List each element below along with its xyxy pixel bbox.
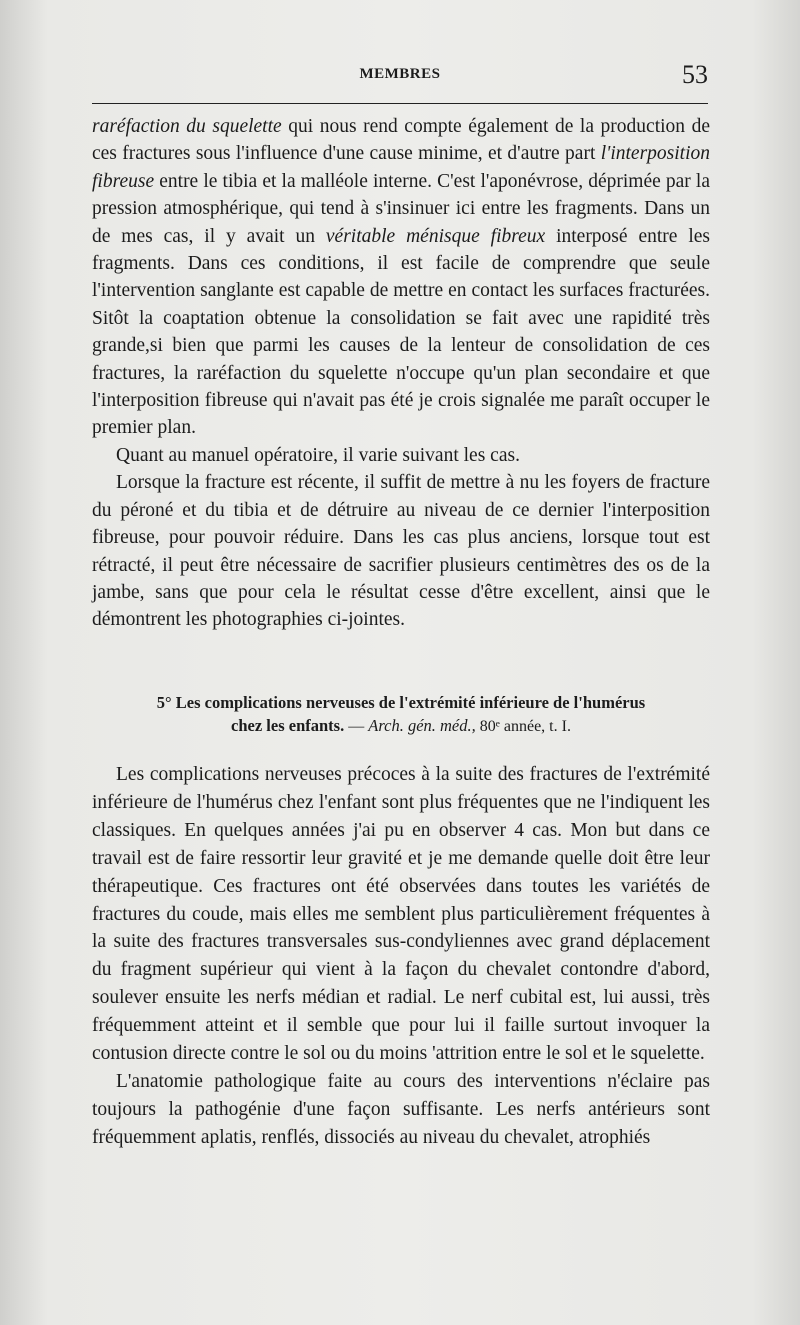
paragraph-1 <box>92 113 710 442</box>
text-span: qui nous rend compte également de la production de ces fractures sous l'influence d'une cause minime, et d'autre part <box>92 116 710 165</box>
section-reference: 80ᵉ année, t. I. <box>475 718 571 735</box>
text-span: interposé entre les fragments. Dans ces conditions, il est facile de comprendre que seule l'intervention sanglante est capable de mettre en contact les surfaces fracturées. Sitôt la coaptation obtenue la consolidation se fait avec une rapidité très grande,si bien que parmi les causes de la lenteur de consolidation de ces fractures, la raréfaction du squelette n'occupe qu'un plan secondaire et que l'interposition fibreuse qui n'avait pas été je crois signalée me paraît occuper le premier plan. <box>92 225 710 439</box>
paragraph-5: L'anatomie pathologique faite au cours des interventions n'éclaire pas toujours la pathogénie d'une façon suffisante. Les nerfs antérieurs sont fréquemment aplatis, renflés, dissociés au niveau du chevalet, atrophiés <box>92 1070 710 1148</box>
emphasis-menisque: véritable ménisque fibreux <box>325 225 546 247</box>
section-heading <box>92 691 710 738</box>
emphasis-interposition: l'interposition fibreuse <box>92 143 710 192</box>
text-block-bottom <box>92 761 710 1152</box>
text-span: entre le tibia et la malléole interne. C'est l'aponévrose, déprimée par la pression atmosphérique, qui tend à s'insinuer ici entre les fragments. Dans un de mes cas, il y avait un <box>92 170 710 247</box>
section-dash: — <box>344 718 369 735</box>
header-rule <box>92 103 708 104</box>
running-head <box>92 62 708 94</box>
section-title-line-2: chez les enfants. <box>231 716 345 735</box>
section-journal: Arch. gén. méd., <box>368 716 476 735</box>
page-number: 53 <box>682 60 708 89</box>
emphasis-rarefaction: raréfaction du squelette <box>92 116 282 137</box>
paragraph-2: Quant au manuel opératoire, il varie suivant les cas. <box>116 444 520 466</box>
text-block-top <box>92 113 710 634</box>
paragraph-3: Lorsque la fracture est récente, il suffit de mettre à nu les foyers de fracture du péroné et du tibia et de détruire au niveau de ce dernier l'interposition fibreuse, pour pouvoir réduire. Dans les cas plus anciens, lorsque tout est rétracté, il peut être nécessaire de sacrifier plusieurs centimètres des os de la jambe, sans que pour cela le résultat cesse d'être excellent, ainsi que le démontrent les photographies ci-jointes. <box>92 472 710 631</box>
section-title-line-1: Les complications nerveuses de l'extrémité inférieure de l'humérus <box>175 693 646 712</box>
section-number: 5° <box>156 693 172 712</box>
paragraph-4: Les complications nerveuses précoces à la suite des fractures de l'extrémité inférieure de l'humérus chez l'enfant sont plus fréquentes que ne l'indiquent les classiques. En quelques années j'ai pu en observer 4 cas. Mon but dans ce travail est de faire ressortir leur gravité et je me demande quelle doit être leur thérapeutique. Ces fractures ont été observées dans toutes les variétés de fractures du coude, mais elles me semblent plus particulièrement fréquentes à la suite des fractures transversales sus-condyliennes avec grand déplacement du fragment supérieur qui vient à la façon du chevalet contondre d'abord, soulever ensuite les nerfs médian et radial. Le nerf cubital est, lui aussi, très fréquemment atteint et il semble que pour lui il faille surtout invoquer la contusion directe contre le sol ou du moins 'attrition entre le sol et le squelette. <box>92 764 710 1065</box>
running-head-title: MEMBRES <box>359 66 441 82</box>
